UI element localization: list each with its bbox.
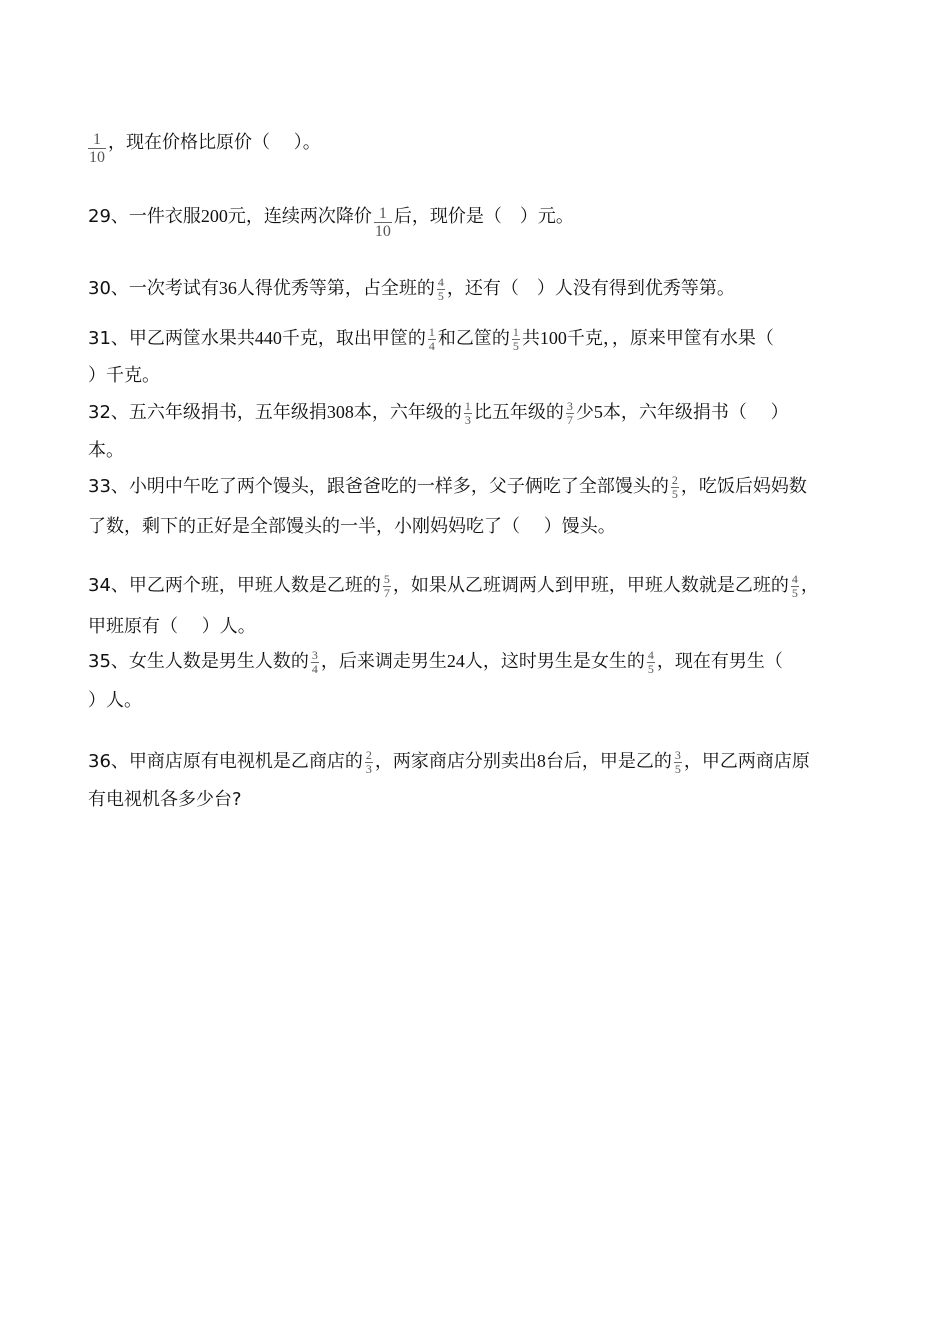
question-text: 人，这时男生是女生的 xyxy=(464,651,645,672)
question-text: 36、甲商店原有电视机是乙商店的 xyxy=(88,751,363,772)
question-text: 后，现价是（ ）元。 xyxy=(393,206,574,227)
question-32-line2 xyxy=(88,436,124,466)
question-31 xyxy=(88,323,774,353)
question-text: 35、女生人数是男生人数的 xyxy=(88,651,309,672)
question-text: 比五年级的 xyxy=(473,402,564,423)
fraction xyxy=(647,649,655,676)
question-35 xyxy=(88,646,783,676)
question-text: 和乙筐的 xyxy=(437,328,510,349)
question-30 xyxy=(88,273,735,303)
question-text: ，甲乙两商店原 xyxy=(683,751,810,772)
fraction xyxy=(365,749,373,776)
question-34 xyxy=(88,571,819,601)
question-text: 了数，剩下的正好是全部馒头的一半，小刚妈妈吃了（ ）馒头。 xyxy=(88,516,616,537)
denominator: 5 xyxy=(437,288,444,303)
question-text: ， xyxy=(800,575,819,596)
numerator: 2 xyxy=(365,747,372,762)
question-text: 33、小明中午吃了两个馒头，跟爸爸吃的一样多，父子俩吃了全部馒头的 xyxy=(88,476,669,497)
question-text: ，后来调走男生 xyxy=(320,651,447,672)
denominator: 10 xyxy=(89,149,105,166)
fraction xyxy=(674,749,682,776)
denominator: 7 xyxy=(566,412,573,427)
question-text: 本，六年级捐书（ ） xyxy=(602,402,789,423)
question-text: ，现在价格比原价（ ）。 xyxy=(108,132,321,153)
question-35-line2 xyxy=(88,686,142,716)
question-29 xyxy=(88,201,574,240)
question-text: 30、一次考试有 xyxy=(88,278,219,299)
question-text: 本，六年级的 xyxy=(353,402,462,423)
denominator: 3 xyxy=(365,761,372,776)
question-32 xyxy=(88,397,789,427)
question-text: ）千克。 xyxy=(88,365,160,386)
question-text: 元，连续两次降价 xyxy=(227,206,372,227)
fraction xyxy=(88,131,106,166)
question-text: ，吃饭后妈妈数 xyxy=(680,476,807,497)
numerator: 5 xyxy=(383,571,390,586)
number: 5 xyxy=(593,402,603,422)
number: 36 xyxy=(218,278,237,298)
numerator: 2 xyxy=(671,472,678,487)
question-text: 有电视机各多少台? xyxy=(88,789,242,810)
question-text: 31、甲乙两筐水果共 xyxy=(88,328,255,349)
question-text: 本。 xyxy=(88,440,124,461)
number: 200 xyxy=(200,206,228,226)
fraction xyxy=(791,573,799,600)
numerator: 3 xyxy=(674,747,681,762)
fraction xyxy=(671,474,679,501)
numerator: 4 xyxy=(647,647,654,662)
fraction xyxy=(566,400,574,427)
numerator: 1 xyxy=(512,324,519,339)
question-31-line2 xyxy=(88,361,160,391)
number: 100 xyxy=(539,328,567,348)
denominator: 3 xyxy=(464,412,471,427)
question-text: ，如果从乙班调两人到甲班，甲班人数就是乙班的 xyxy=(392,575,789,596)
question-text: ，两家商店分别卖出 xyxy=(374,751,537,772)
question-text: 人得优秀等第，占全班的 xyxy=(236,278,435,299)
number: 308 xyxy=(326,402,354,422)
question-33 xyxy=(88,472,807,502)
fraction xyxy=(383,573,391,600)
question-28-tail xyxy=(86,128,321,166)
question-34-line2 xyxy=(88,612,256,642)
denominator: 4 xyxy=(428,338,435,353)
question-text: ，现在有男生（ xyxy=(656,651,783,672)
fraction xyxy=(311,649,319,676)
question-text: 千克，，原来甲筐有水果（ xyxy=(566,328,774,349)
numerator: 1 xyxy=(464,398,471,413)
question-text: 29、一件衣服 xyxy=(88,206,201,227)
question-text: 台后，甲是乙的 xyxy=(545,751,672,772)
denominator: 4 xyxy=(311,661,318,676)
numerator: 4 xyxy=(791,571,798,586)
numerator: 3 xyxy=(566,398,573,413)
numerator: 1 xyxy=(93,131,101,148)
denominator: 5 xyxy=(512,338,519,353)
fraction xyxy=(512,326,520,353)
denominator: 5 xyxy=(791,585,798,600)
fraction xyxy=(374,205,392,240)
denominator: 5 xyxy=(671,486,678,501)
numerator: 3 xyxy=(311,647,318,662)
question-text: ，还有（ ）人没有得到优秀等第。 xyxy=(446,278,735,299)
number: 440 xyxy=(254,328,282,348)
numerator: 4 xyxy=(437,274,444,289)
denominator: 7 xyxy=(383,585,390,600)
fraction xyxy=(464,400,472,427)
numerator: 1 xyxy=(428,324,435,339)
question-text: 34、甲乙两个班，甲班人数是乙班的 xyxy=(88,575,381,596)
fraction xyxy=(437,276,445,303)
question-text: ）人。 xyxy=(88,690,142,711)
question-text: 32、五六年级捐书，五年级捐 xyxy=(88,402,327,423)
question-text: 少 xyxy=(575,402,594,423)
number: 24 xyxy=(446,651,465,671)
denominator: 5 xyxy=(674,761,681,776)
fraction xyxy=(428,326,436,353)
denominator: 10 xyxy=(374,223,391,240)
numerator: 1 xyxy=(378,205,387,222)
denominator: 5 xyxy=(647,661,654,676)
number: 8 xyxy=(536,751,546,771)
question-text: 共 xyxy=(521,328,540,349)
question-text: 千克，取出甲筐的 xyxy=(281,328,426,349)
question-33-line2 xyxy=(88,512,616,542)
question-36 xyxy=(88,746,810,776)
question-text: 甲班原有（ ）人。 xyxy=(88,616,256,637)
question-36-line2 xyxy=(88,785,242,815)
